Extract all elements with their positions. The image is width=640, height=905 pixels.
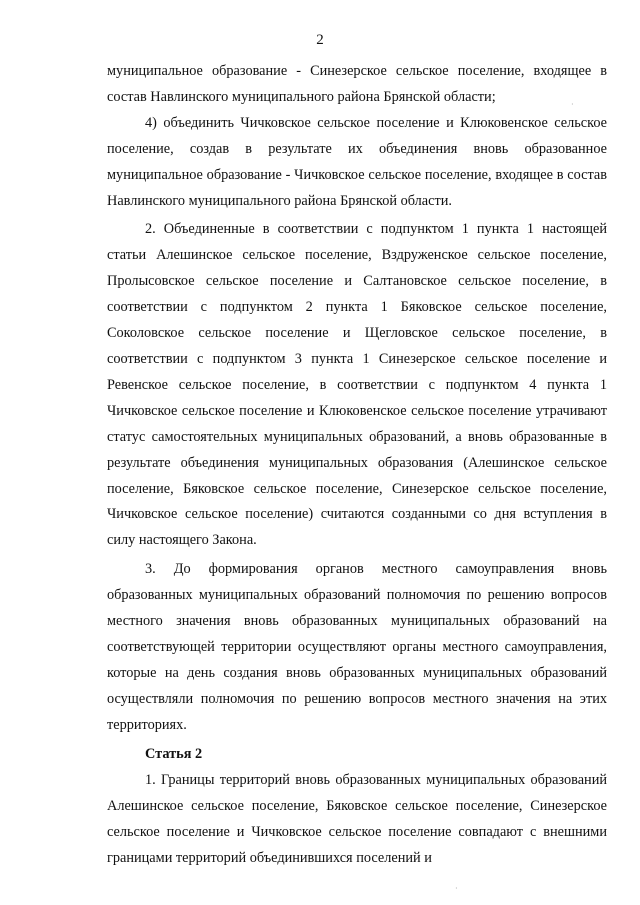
page-number: 2 — [316, 32, 324, 48]
paragraph-item-4: 4) объединить Чичковское сельское поселение и Клюковенское сельское поселение, создав в результате их объединения вновь образованное муниципальное образование - Чичковское сельское поселение, входящее в состав Навлинского муниципального района Брянской области. — [107, 114, 607, 209]
document-body — [107, 59, 607, 872]
paragraph-clause-3: 3. До формирования органов местного самоуправления вновь образованных муниципальных образований полномочия по решению вопросов местного значения вновь образованных муниципальных образований на соответствующей территории осуществляют органы местного самоуправления, которые на день создания вновь образованных муниципальных образований осуществляли полномочия по решению вопросов местного значения на этих территориях. — [107, 561, 607, 733]
paragraph-continuation: муниципальное образование - Синезерское сельское поселение, входящее в состав Навлинского муниципального района Брянской области; — [107, 63, 607, 105]
paragraph-article-2-clause-1: 1. Границы территорий вновь образованных муниципальных образований Алешинское сельское поселение, Бяковское сельское поселение, Синезерское сельское поселение и Чичковское сельское поселение совпадают с внешними границами территорий объединившихся поселений и — [107, 772, 607, 867]
article-heading: Статья 2 — [145, 745, 203, 762]
scan-speck: · — [571, 100, 574, 109]
paragraph-clause-2: 2. Объединенные в соответствии с подпунктом 1 пункта 1 настоящей статьи Алешинское сельское поселение, Вздруженское сельское поселение, Пролысовское сельское поселение и Салтановское сельское поселение, в соответствии с подпунктом 2 пункта 1 Бяковское сельское поселение, Соколовское сельское поселение и Щегловское сельское поселение, в соответствии с подпунктом 3 пункта 1 Синезерское сельское поселение и Ревенское сельское поселение, в соответствии с подпунктом 4 пункта 1 Чичковское сельское поселение и Клюковенское сельское поселение утрачивают статус самостоятельных муниципальных образований, а вновь образованные в результате объединения муниципальных образования (Алешинское сельское поселение, Бяковское сельское поселение, Синезерское сельское поселение, Чичковское сельское поселение) считаются созданными со дня вступления в силу настоящего Закона. — [107, 221, 607, 549]
scan-speck: · — [455, 884, 458, 893]
